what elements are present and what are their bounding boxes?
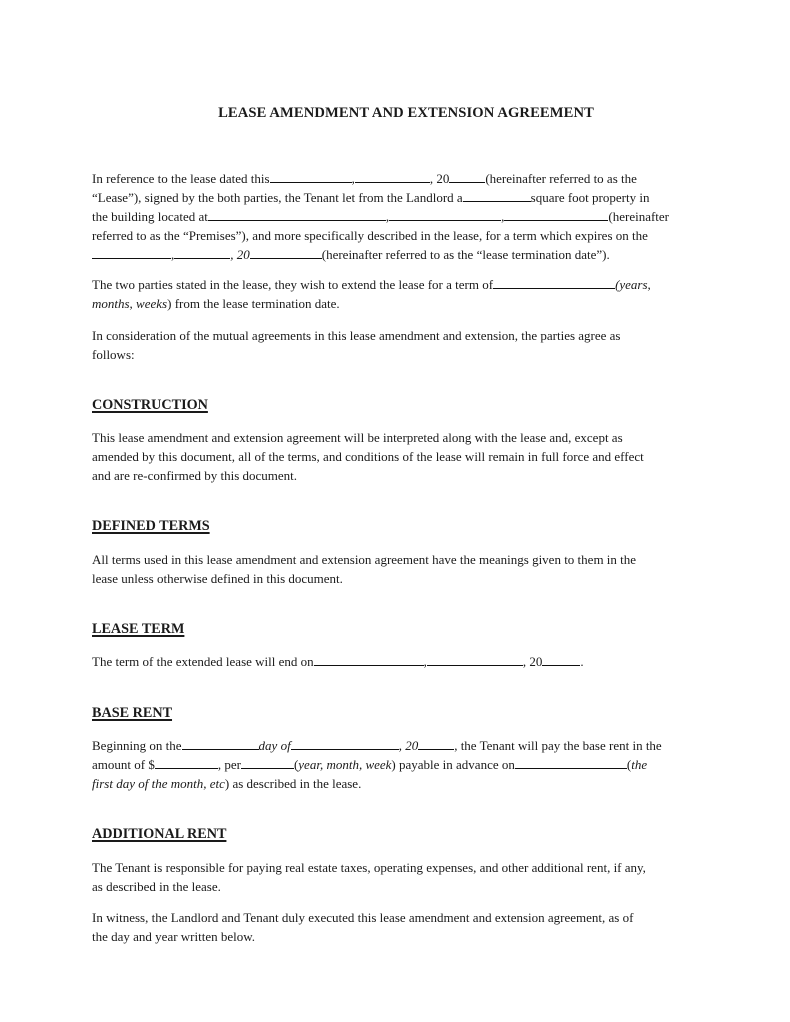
text: , 20	[398, 738, 419, 753]
text: ,	[171, 247, 175, 262]
text: .	[580, 654, 584, 669]
text: In reference to the lease dated this	[92, 171, 270, 186]
text: square foot property in	[530, 190, 650, 205]
text: first day of the month, etc	[92, 776, 225, 791]
construction-paragraph	[92, 428, 702, 485]
text: (years,	[615, 277, 651, 292]
payment-due-blank[interactable]	[515, 756, 627, 769]
text: ) as described in the lease.	[224, 776, 362, 791]
document-title: LEASE AMENDMENT AND EXTENSION AGREEMENT	[218, 105, 594, 121]
section-heading-defined-terms: DEFINED TERMS	[92, 518, 210, 534]
text: ,	[501, 209, 505, 224]
text: (	[293, 757, 299, 772]
rent-start-month-blank[interactable]	[291, 737, 399, 750]
text: All terms used in this lease amendment and extension agreement have the meanings given to them in the	[92, 552, 637, 567]
section-heading-additional-rent: ADDITIONAL RENT	[92, 826, 227, 842]
lease-end-month-blank[interactable]	[427, 653, 523, 666]
text: the	[631, 757, 648, 772]
lease-date-day-blank[interactable]	[270, 170, 352, 183]
text: lease unless otherwise defined in this document.	[92, 571, 343, 586]
termination-month-blank[interactable]	[174, 246, 230, 259]
text: Beginning on the	[92, 738, 182, 753]
text: ) payable in advance on	[391, 757, 515, 772]
section-heading-construction: CONSTRUCTION	[92, 397, 208, 413]
extension-term-blank[interactable]	[493, 276, 615, 289]
text: “Lease”), signed by the both parties, the Tenant let from the Landlord a	[92, 190, 463, 205]
square-foot-blank[interactable]	[463, 189, 531, 202]
text: (hereinafter	[608, 209, 670, 224]
text: (hereinafter referred to as the “lease termination date”).	[321, 247, 610, 262]
lease-end-day-blank[interactable]	[314, 653, 424, 666]
text: ,	[351, 171, 355, 186]
text: The two parties stated in the lease, they wish to extend the lease for a term of	[92, 277, 494, 292]
rent-start-day-blank[interactable]	[182, 737, 259, 750]
lease-date-year-blank[interactable]	[449, 170, 485, 183]
additional-rent-paragraph	[92, 858, 702, 896]
intro-paragraph	[92, 169, 702, 264]
text: as described in the lease.	[92, 879, 221, 894]
text: The term of the extended lease will end on	[92, 654, 314, 669]
text: and are re-confirmed by this document.	[92, 468, 298, 483]
text: , per	[217, 757, 241, 772]
extend-paragraph	[92, 275, 702, 313]
lease-end-year-blank[interactable]	[542, 653, 580, 666]
rent-amount-blank[interactable]	[155, 756, 218, 769]
consideration-paragraph	[92, 326, 702, 364]
termination-day-blank[interactable]	[92, 246, 171, 259]
text: referred to as the “Premises”), and more specifically described in the lease, for a term which expires on the	[92, 228, 648, 243]
text: , 20	[230, 247, 250, 262]
text: months, weeks	[92, 296, 168, 311]
premises-state-blank[interactable]	[504, 208, 608, 221]
base-rent-paragraph	[92, 736, 702, 793]
rent-period-blank[interactable]	[241, 756, 294, 769]
text: ,	[385, 209, 390, 224]
text: amended by this document, all of the terms, and conditions of the lease will remain in full force and effect	[92, 449, 644, 464]
lease-date-month-blank[interactable]	[355, 170, 430, 183]
defined-terms-paragraph	[92, 550, 702, 588]
section-heading-base-rent: BASE RENT	[92, 705, 173, 721]
rent-start-year-blank[interactable]	[418, 737, 454, 750]
text: (	[626, 757, 632, 772]
text: In consideration of the mutual agreements in this lease amendment and extension, the parties agree as	[92, 328, 621, 343]
text: the day and year written below.	[92, 929, 256, 944]
text: ) from the lease termination date.	[167, 296, 340, 311]
text: , 20	[522, 654, 543, 669]
text: ,	[423, 654, 427, 669]
text: year, month, week	[298, 757, 392, 772]
text: In witness, the Landlord and Tenant duly executed this lease amendment and extension agreement, as of	[92, 910, 634, 925]
lease-term-paragraph	[92, 652, 702, 671]
text: The Tenant is responsible for paying real estate taxes, operating expenses, and other additional rent, if any,	[92, 860, 646, 875]
text: , the Tenant will pay the base rent in the	[454, 738, 662, 753]
text: the building located at	[92, 209, 208, 224]
text: amount of $	[92, 757, 155, 772]
premises-address-blank[interactable]	[208, 208, 386, 221]
text: follows:	[92, 347, 135, 362]
termination-year-blank[interactable]	[250, 246, 322, 259]
premises-city-blank[interactable]	[389, 208, 501, 221]
text: , 20	[429, 171, 450, 186]
section-heading-lease-term: LEASE TERM	[92, 621, 185, 637]
text: day of	[258, 738, 291, 753]
witness-paragraph	[92, 908, 702, 946]
text: (hereinafter referred to as the	[485, 171, 637, 186]
text: This lease amendment and extension agreement will be interpreted along with the lease and, except as	[92, 430, 623, 445]
